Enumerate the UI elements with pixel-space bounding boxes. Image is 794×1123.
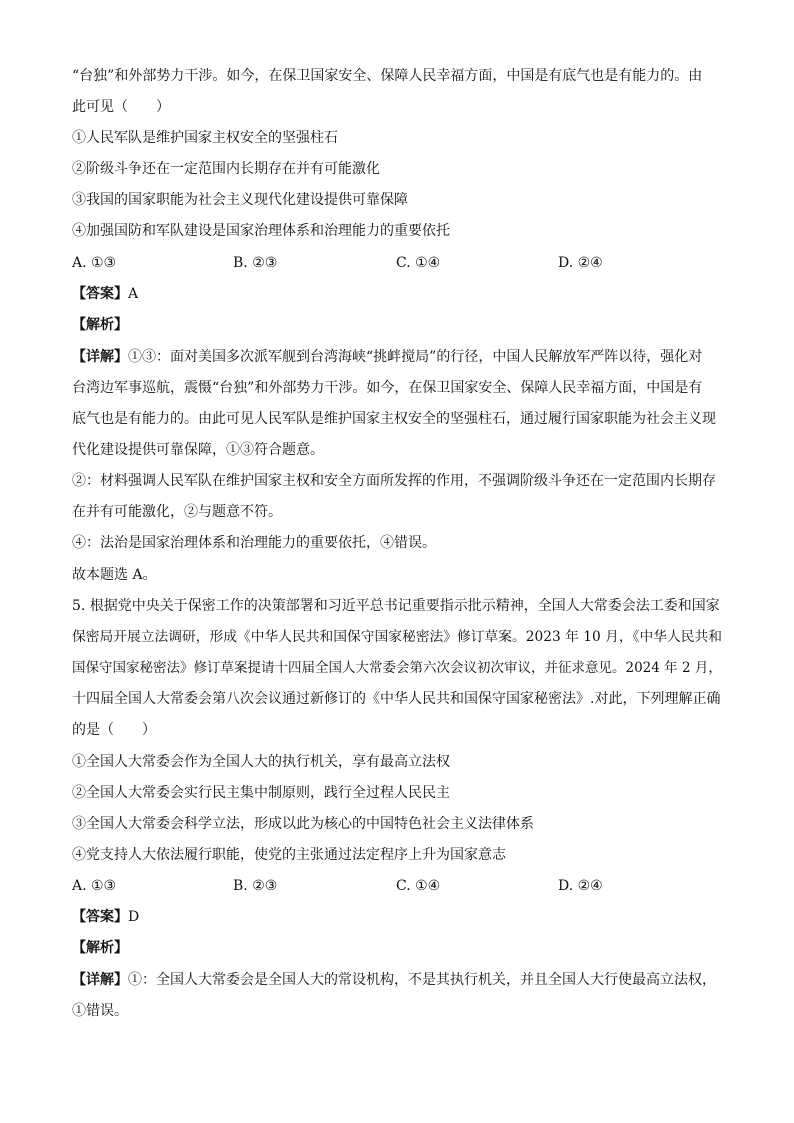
q4-detail-line-6: 在并有可能激化，②与题意不符。	[72, 504, 282, 520]
q5-answer-row	[72, 907, 732, 927]
q5-stem-line-4: 十四届全国人大常委会第八次会议通过新修订的《中华人民共和国保守国家秘密法》.对此，下列理解正确	[72, 691, 721, 707]
q4-detail-tag: 【详解】	[72, 349, 128, 365]
q5-item-4: ④党支持人大依法履行职能，使党的主张通过法定程序上升为国家意志	[72, 847, 506, 863]
q4-item-3: ③我国的国家职能为社会主义现代化建设提供可靠保障	[72, 192, 408, 208]
q5-stem-line-5: 的是（ ）	[72, 722, 156, 738]
q5-item-3: ③全国人大常委会科学立法，形成以此为核心的中国特色社会主义法律体系	[72, 816, 534, 832]
q4-detail-text-1: ①③：面对美国多次派军舰到台湾海峡“挑衅搅局”的行径，中国人民解放军严阵以待，强化对	[128, 349, 703, 365]
q4-stem-line-2: 此可见（ ）	[72, 99, 170, 115]
q4-detail-line-2: 台湾边军事巡航，震慑“台独”和外部势力干涉。如今，在保卫国家安全、保障人民幸福方面，中国是有	[72, 380, 703, 396]
q4-detail-line-4: 代化建设提供可靠保障，①③符合题意。	[72, 442, 324, 458]
q5-detail-text-1: ①：全国人大常委会是全国人大的常设机构，不是其执行机关，并且全国人大行使最高立法权，	[128, 972, 716, 988]
q4-answer-value: A	[128, 286, 139, 302]
q5-stem-line-1: 5. 根据党中央关于保密工作的决策部署和习近平总书记重要指示批示精神，全国人大常委会法工委和国家	[72, 598, 720, 614]
q4-answer-row	[72, 284, 732, 304]
q4-analysis-tag	[72, 315, 732, 335]
q5-option-b: B. ②③	[233, 878, 278, 894]
q4-item-4: ④加强国防和军队建设是国家治理体系和治理能力的重要依托	[72, 223, 450, 239]
q4-option-c: C. ①④	[396, 255, 441, 271]
q4-option-d: D. ②④	[558, 255, 603, 271]
q4-analysis-label: 【解析】	[72, 317, 128, 333]
q4-detail-line-1	[72, 347, 732, 367]
q5-option-a: A. ①③	[72, 878, 117, 894]
q4-option-a: A. ①③	[72, 255, 117, 271]
q5-answer-value: D	[128, 909, 140, 925]
q4-detail-line-7: ④：法治是国家治理体系和治理能力的重要依托，④错误。	[72, 535, 436, 551]
q5-detail-tag: 【详解】	[72, 972, 128, 988]
q5-answer-tag: 【答案】	[72, 909, 128, 925]
q5-option-d: D. ②④	[558, 878, 603, 894]
q5-detail-line-2: ①错误。	[72, 1003, 128, 1019]
q4-option-b: B. ②③	[233, 255, 278, 271]
q4-detail-line-3: 底气也是有能力的。由此可见人民军队是维护国家主权安全的坚强柱石，通过履行国家职能为社会主义现	[72, 411, 716, 427]
q4-detail-line-5: ②：材料强调人民军队在维护国家主权和安全方面所发挥的作用，不强调阶级斗争还在一定范围内长期存	[72, 473, 716, 489]
q4-item-1: ①人民军队是维护国家主权安全的坚强柱石	[72, 130, 338, 146]
q5-analysis-label: 【解析】	[72, 940, 128, 956]
q5-item-1: ①全国人大常委会作为全国人大的执行机关，享有最高立法权	[72, 754, 450, 770]
q5-detail-line-1	[72, 970, 732, 990]
q4-answer-tag: 【答案】	[72, 286, 128, 302]
q4-item-2: ②阶级斗争还在一定范围内长期存在并有可能激化	[72, 161, 380, 177]
q5-item-2: ②全国人大常委会实行民主集中制原则，践行全过程人民民主	[72, 785, 450, 801]
q5-option-c: C. ①④	[396, 878, 441, 894]
q5-analysis-tag	[72, 938, 732, 958]
q5-stem-line-3: 国保守国家秘密法》修订草案提请十四届全国人大常委会第六次会议初次审议，并征求意见。2024 年 2 月，	[72, 660, 722, 676]
q4-conclusion: 故本题选 A。	[72, 567, 157, 583]
q4-stem-line-1: “台独”和外部势力干涉。如今，在保卫国家安全、保障人民幸福方面，中国是有底气也是有能力的。由	[72, 68, 703, 84]
q5-stem-line-2: 保密局开展立法调研，形成《中华人民共和国保守国家秘密法》修订草案。2023 年 10 月，《中华人民共和	[72, 629, 722, 645]
